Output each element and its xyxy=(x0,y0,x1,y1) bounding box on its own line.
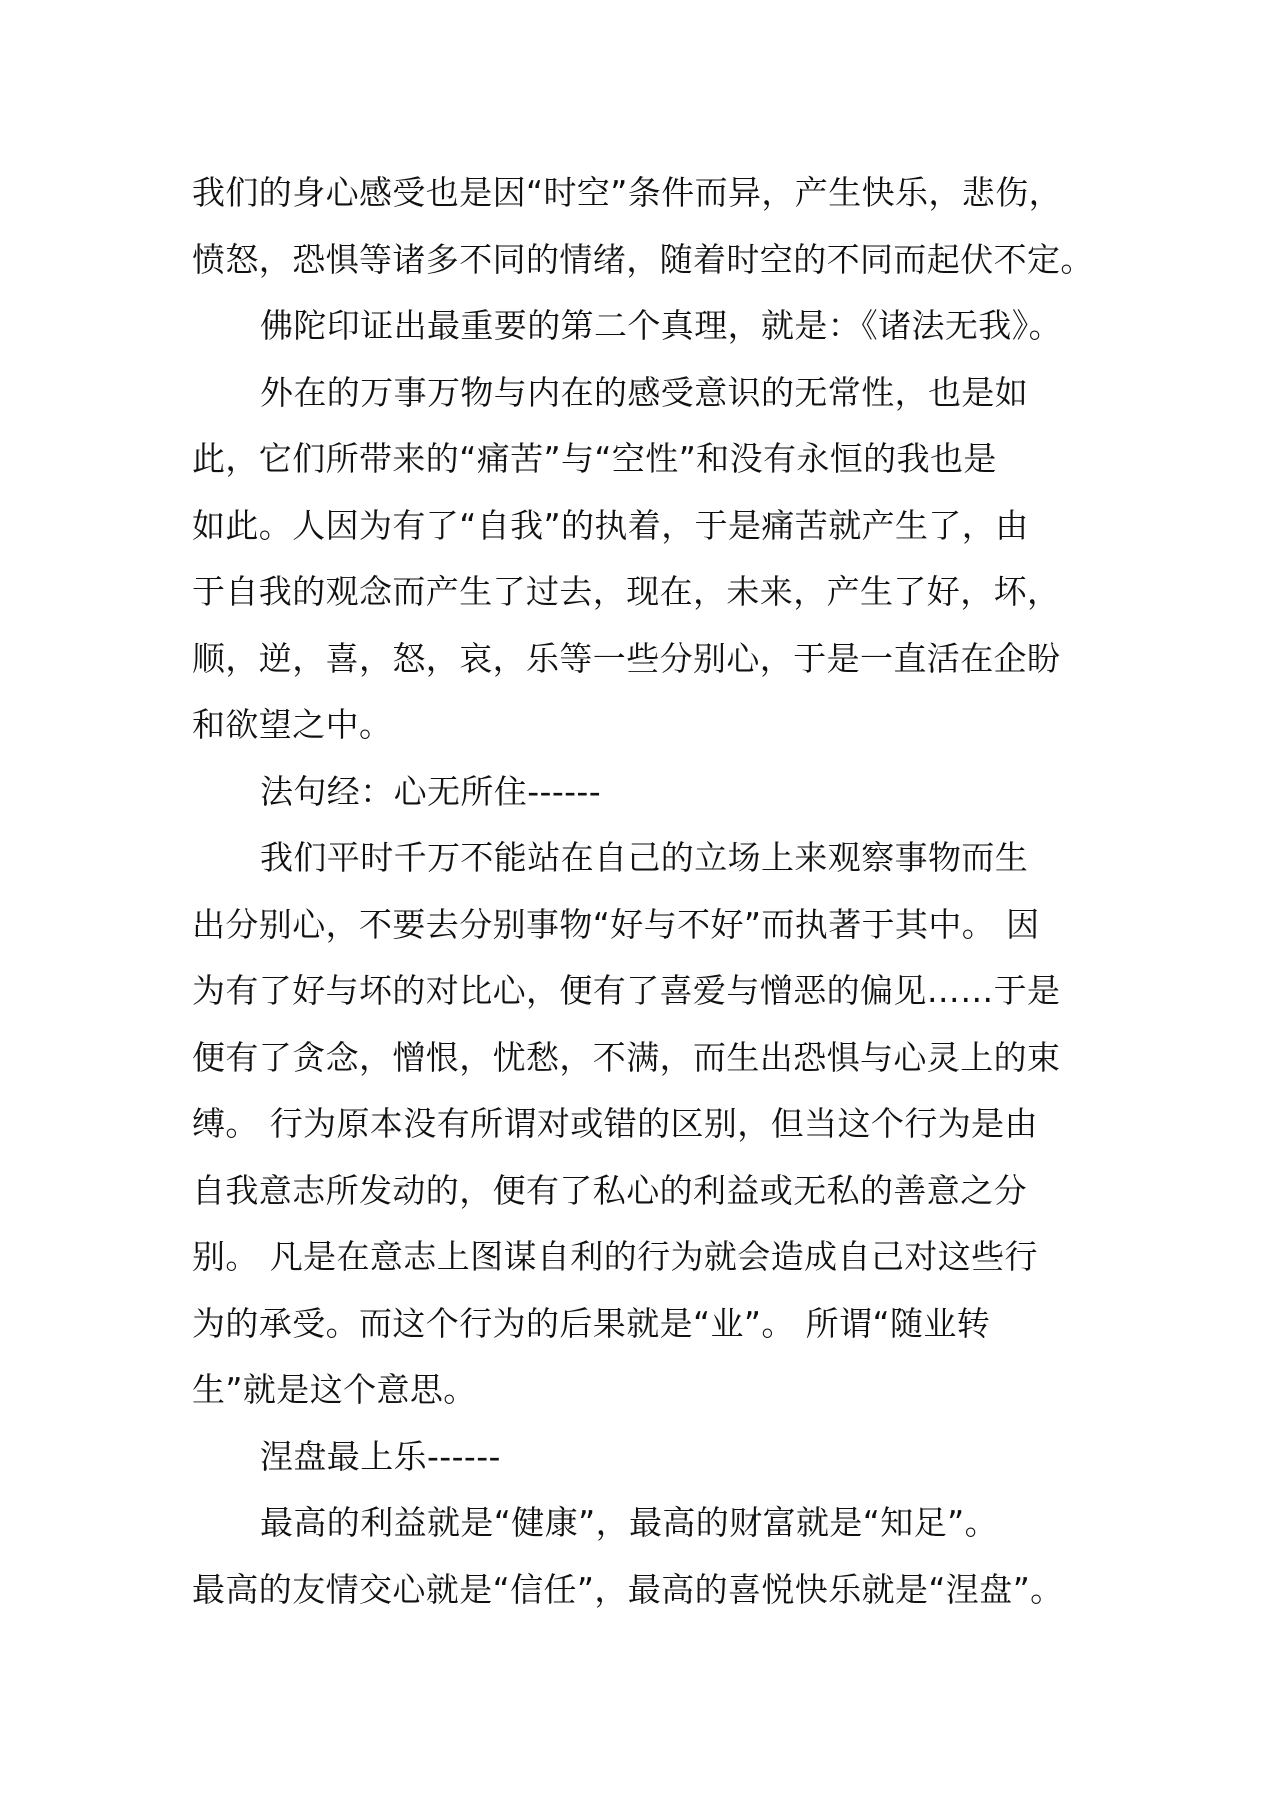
text-line: 愤怒，恐惧等诸多不同的情绪，随着时空的不同而起伏不定。 xyxy=(192,239,1094,279)
section-heading: 法句经：心无所住------ xyxy=(260,771,602,811)
text-line: 为的承受。而这个行为的后果就是“业”。 所谓“随业转 xyxy=(192,1303,991,1343)
text-line: 和欲望之中。 xyxy=(192,705,393,744)
paragraph-start-line: 佛陀印证出最重要的第二个真理，就是：《诸法无我》。 xyxy=(260,306,1062,345)
text-line: 于自我的观念而产生了过去，现在，未来，产生了好，坏， xyxy=(192,572,1061,611)
section-heading: 涅盘最上乐------ xyxy=(260,1436,501,1476)
text-line: 自我意志所发动的，便有了私心的利益或无私的善意之分 xyxy=(192,1170,1027,1210)
text-line: 最高的友情交心就是“信任”，最高的喜悦快乐就是“涅盘”。 xyxy=(192,1569,1064,1609)
text-line: 缚。 行为原本没有所谓对或错的区别，但当这个行为是由 xyxy=(192,1104,1038,1143)
text-line: 生”就是这个意思。 xyxy=(192,1370,477,1409)
paragraph-start-line: 最高的利益就是“健康”，最高的财富就是“知足”。 xyxy=(260,1503,998,1542)
text-line: 便有了贪念，憎恨，忧愁，不满，而生出恐惧与心灵上的束 xyxy=(192,1037,1061,1077)
paragraph-start-line: 我们平时千万不能站在自己的立场上来观察事物而生 xyxy=(260,838,1029,877)
text-line: 顺，逆，喜，怒，哀，乐等一些分别心，于是一直活在企盼 xyxy=(192,638,1061,678)
paragraph-start-line: 外在的万事万物与内在的感受意识的无常性，也是如 xyxy=(260,372,1029,412)
document-body xyxy=(192,160,1092,1623)
text-line: 如此。人因为有了“自我”的执着，于是痛苦就产生了，由 xyxy=(192,505,1029,545)
text-line: 我们的身心感受也是因“时空”条件而异，产生快乐，悲伤， xyxy=(192,173,1062,212)
text-line: 出分别心，不要去分别事物“好与不好”而执著于其中。 因 xyxy=(192,904,1040,944)
text-line: 为有了好与坏的对比心，便有了喜爱与憎恶的偏见……于是 xyxy=(192,971,1061,1010)
text-line: 此，它们所带来的“痛苦”与“空性”和没有永恒的我也是 xyxy=(192,439,997,478)
text-line: 别。 凡是在意志上图谋自利的行为就会造成自己对这些行 xyxy=(192,1237,1038,1276)
